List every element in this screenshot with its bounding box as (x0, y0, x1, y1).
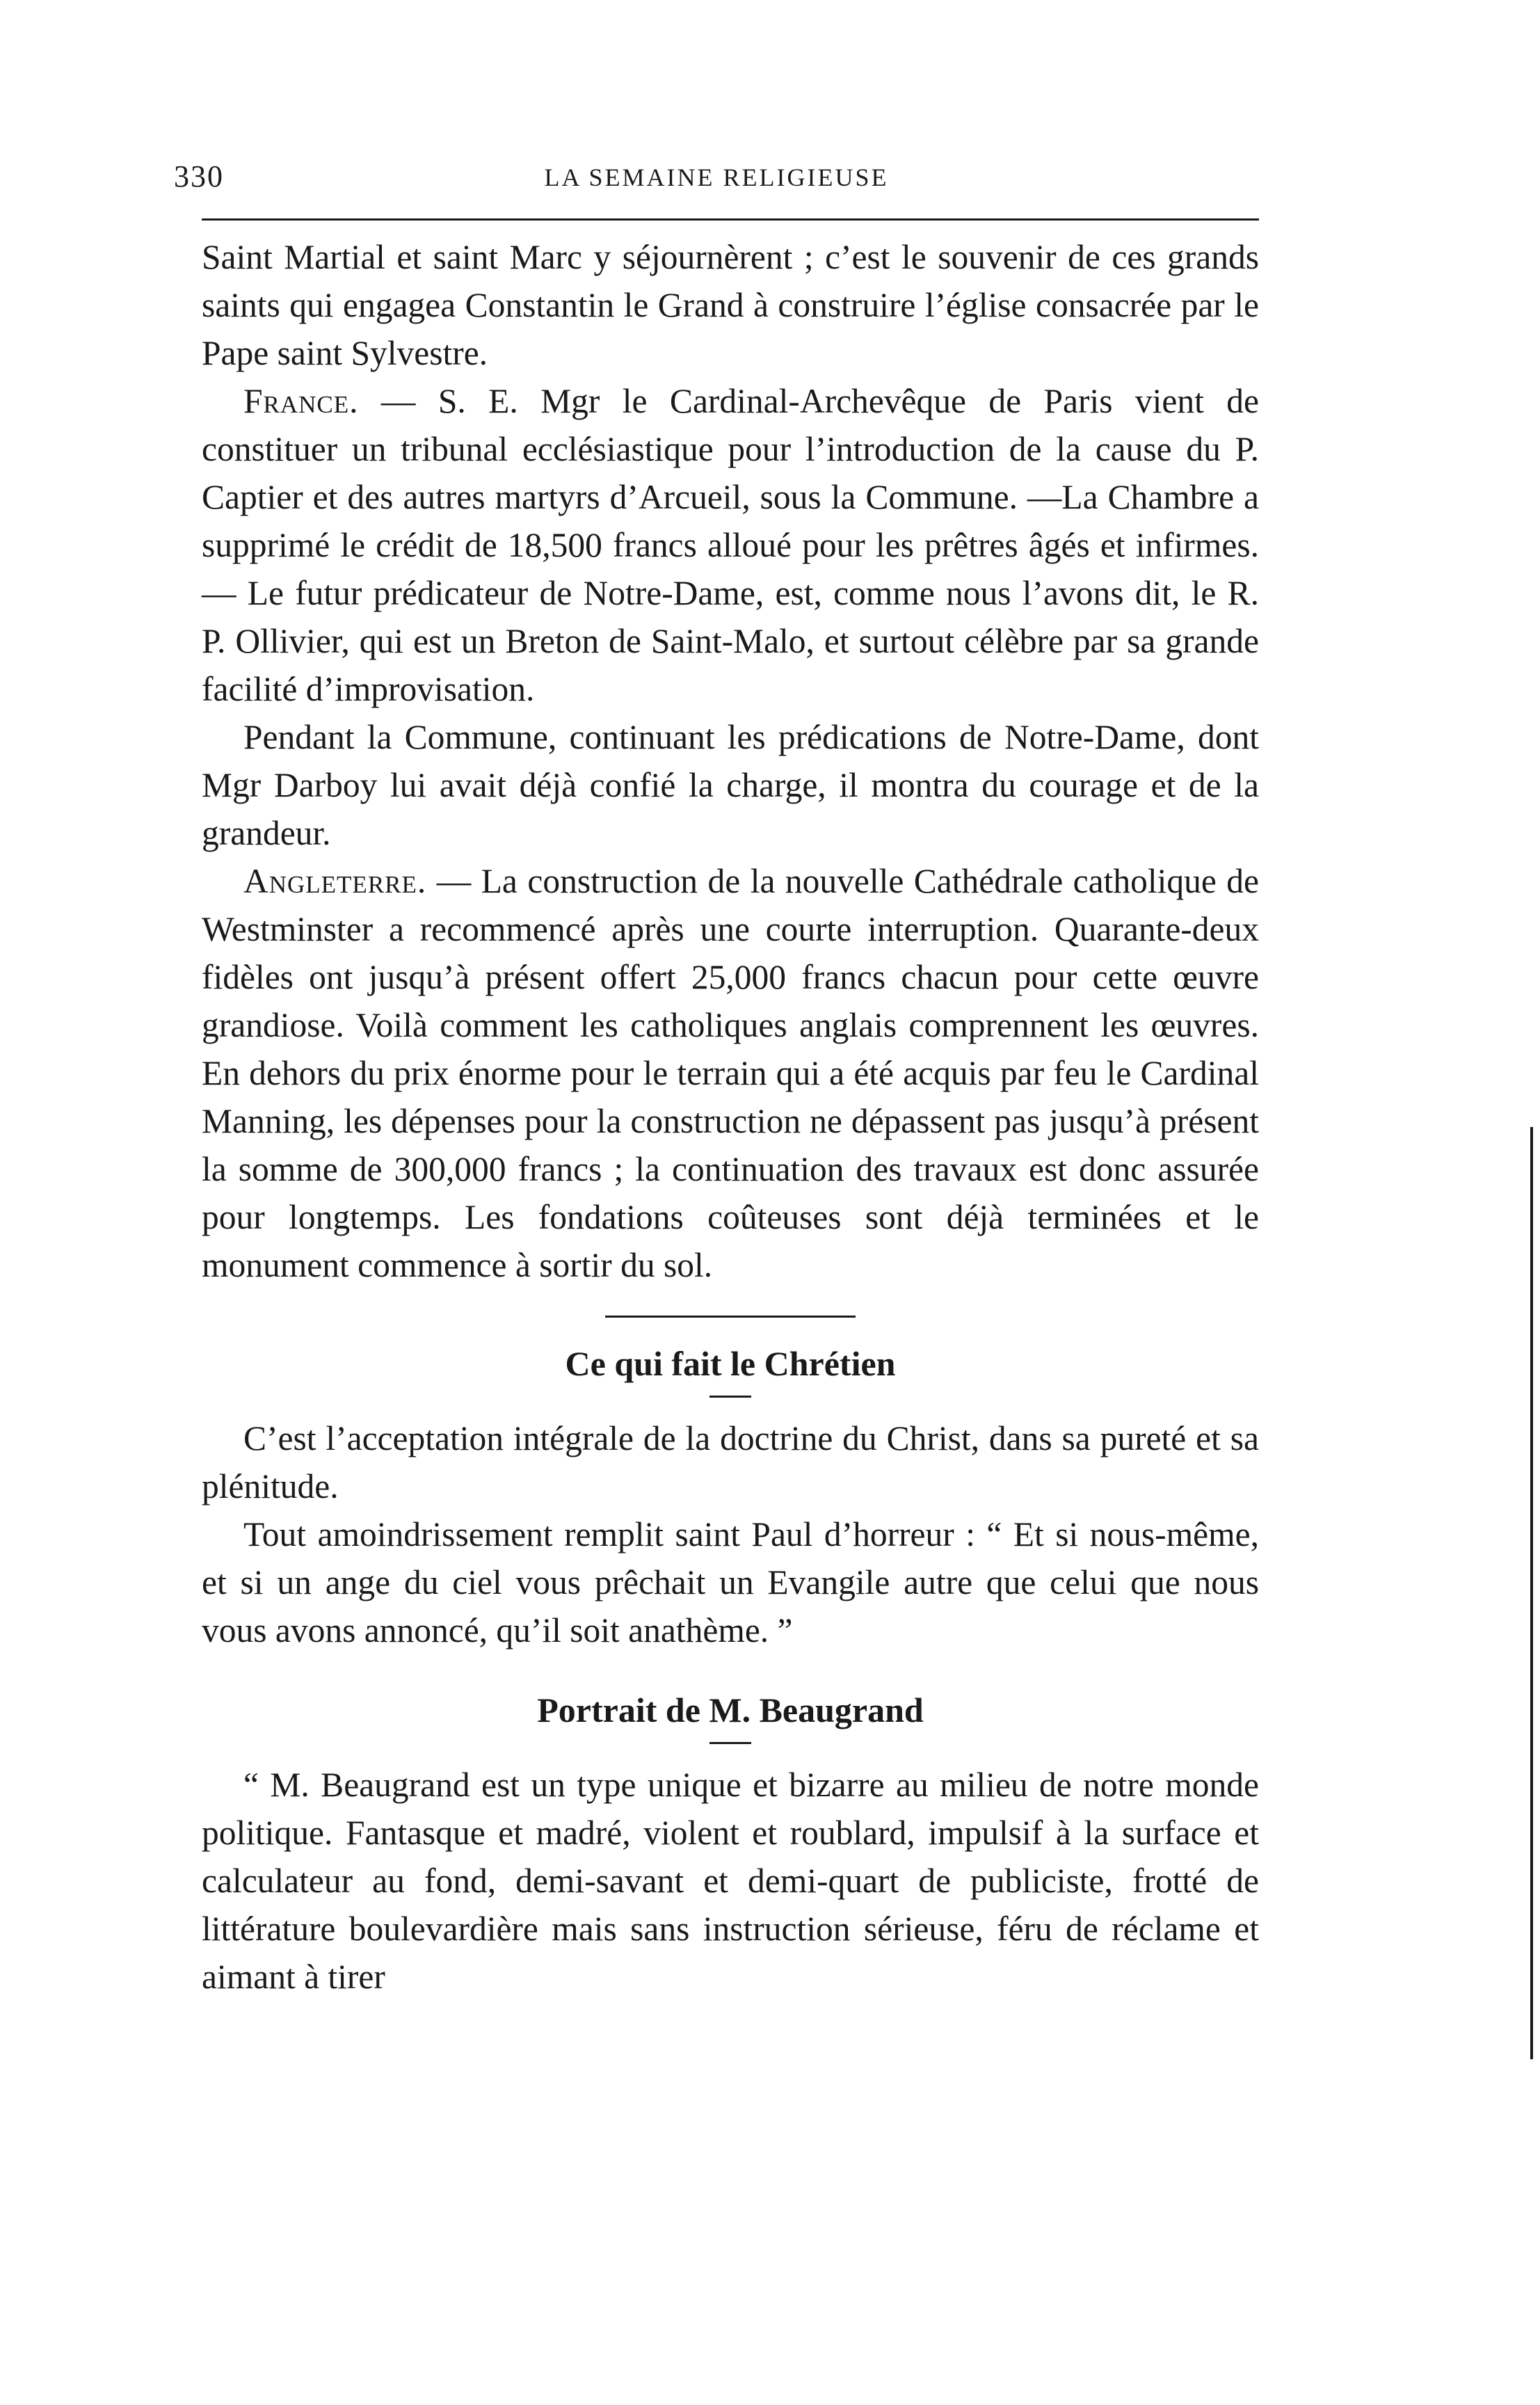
paragraph-text: Tout amoindrissement remplit saint Paul d’horreur : “ Et si nous-même, et si un ange du ciel vous prêchait un Evangile autre que celui que nous vous avons annoncé, qu’il soit anathème. ” (202, 1515, 1259, 1649)
title-rule (709, 1742, 751, 1744)
paragraph-commune (202, 713, 1259, 857)
section-title-beaugrand: Portrait de M. Beaugrand (537, 1691, 924, 1729)
paragraph-martial (202, 233, 1259, 377)
body-text (202, 233, 1259, 2001)
paragraph-acceptation (202, 1414, 1259, 1510)
section-divider (605, 1316, 856, 1318)
paragraph-angleterre (202, 857, 1259, 1289)
paragraph-text: — S. E. Mgr le Cardinal-Archevêque de Paris vient de constituer un tribunal ecclésiastique pour l’introduction de la cause du P. Captier et des autres martyrs d’Arcueil, sous la Commune. —La Chambre a supprimé le crédit de 18,500 francs alloué pour les prêtres âgés et infirmes. — Le futur prédicateur de Notre-Dame, est, comme nous l’avons dit, le R. P. Ollivier, qui est un Breton de Saint-Malo, et surtout célèbre par sa grande facilité d’improvisation. (202, 382, 1259, 708)
paragraph-text: — La construction de la nouvelle Cathédrale catholique de Westminster a recommencé après une courte interruption. Quarante-deux fidèles ont jusqu’à présent offert 25,000 francs chacun pour cette œuvre grandiose. Voilà comment les catholiques anglais comprennent les œuvres. En dehors du prix énorme pour le terrain qui a été acquis par feu le Cardinal Manning, les dépenses pour la construction ne dépassent pas jusqu’à présent la somme de 300,000 francs ; la continuation des travaux est donc assurée pour longtemps. Les fondations coûteuses sont déjà terminées et le monument commence à sortir du sol. (202, 862, 1259, 1284)
section-lead-angleterre: Angleterre. (243, 862, 427, 900)
paragraph-text: Pendant la Commune, continuant les prédications de Notre-Dame, dont Mgr Darboy lui avait déjà confié la charge, il montra du courage et de la grandeur. (202, 718, 1259, 852)
running-title: LA SEMAINE RELIGIEUSE (544, 163, 889, 191)
spacer (202, 1654, 1259, 1685)
page-number: 330 (174, 159, 224, 193)
paragraph-france (202, 377, 1259, 713)
page-edge-shadow (1530, 1127, 1533, 2059)
section-title-chretien: Ce qui fait le Chrétien (565, 1344, 896, 1383)
paragraph-beaugrand (202, 1761, 1259, 2001)
page-header (174, 159, 1259, 207)
section-lead-france: France. (243, 382, 359, 420)
paragraph-amoindrissement (202, 1510, 1259, 1654)
title-rule (709, 1396, 751, 1398)
paragraph-text: Saint Martial et saint Marc y séjournèrent ; c’est le souvenir de ces grands saints qui engagea Constantin le Grand à construire l’église consacrée par le Pape saint Sylvestre. (202, 238, 1259, 372)
paragraph-text: C’est l’acceptation intégrale de la doctrine du Christ, dans sa pureté et sa plénitude. (202, 1419, 1259, 1505)
header-rule (202, 218, 1259, 221)
paragraph-text: “ M. Beaugrand est un type unique et bizarre au milieu de notre monde politique. Fantasque et madré, violent et roublard, impulsif à la surface et calculateur au fond, demi-savant et demi-quart de publiciste, frotté de littérature boulevardière mais sans instruction sérieuse, féru de réclame et aimant à tirer (202, 1766, 1259, 1996)
